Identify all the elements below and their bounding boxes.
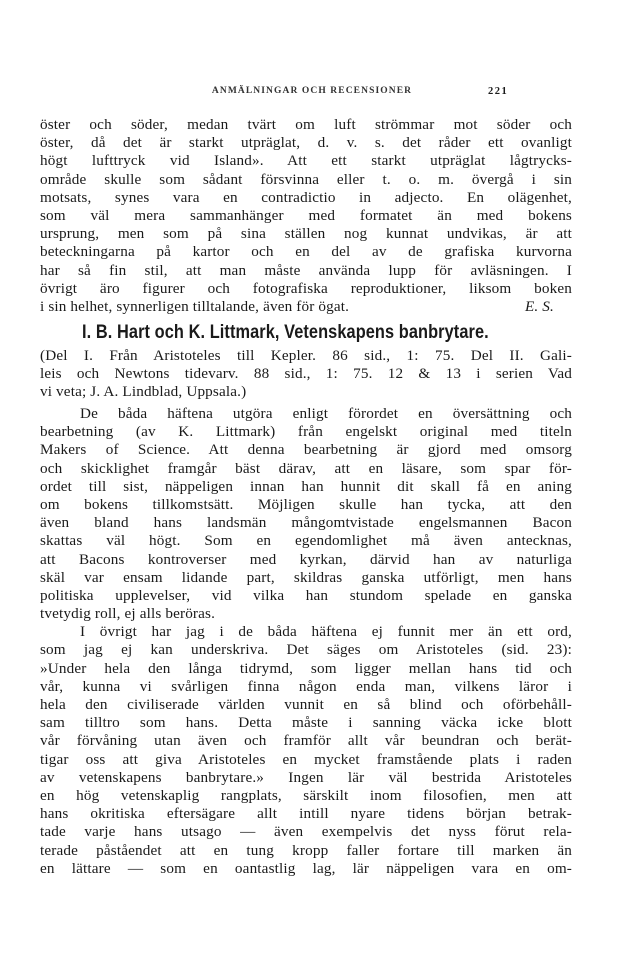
text-line-content: i sin helhet, synnerligen tilltalande, även för ögat. — [40, 297, 350, 315]
body-line: I övrigt har jag i de båda häftena ej funnit mer än ett ord, — [80, 623, 572, 641]
body-line: även bland hans landsmän mångomtvistade engelsmannen Bacon — [40, 514, 572, 532]
biblio-line: leis och Newtons tidevarv. 88 sid., 1: 75. 12 & 13 i serien Vad — [40, 365, 572, 383]
text-line: motsats, synes vara en contradictio in adjecto. En olägenhet, — [40, 188, 572, 206]
body-line: skäl var ensam lidande part, skildras ganska utförligt, men hans — [40, 568, 572, 586]
previous-review-ending — [40, 116, 572, 316]
review-heading: I. B. Hart och K. Littmark, Vetenskapens banbrytare. — [82, 322, 489, 343]
text-line: övrigt äro figurer och fotografiska reproduktioner, liksom boken — [40, 279, 572, 297]
reviewer-signature: E. S. — [524, 297, 554, 315]
text-line: område skulle som sådant försvinna eller t. o. m. övergå i sin — [40, 170, 572, 188]
biblio-line: (Del I. Från Aristoteles till Kepler. 86 sid., 1: 75. Del II. Gali- — [40, 347, 572, 364]
body-line: att Bacons kontroverser med kyrkan, därvid han av naturliga — [40, 550, 572, 568]
body-line: av vetenskapens banbrytare.» Ingen lär väl bestrida Aristoteles — [40, 768, 572, 786]
biblio-line: vi veta; J. A. Lindblad, Uppsala.) — [40, 383, 247, 401]
text-line: öster, då det är starkt utpräglat, d. v. s. det råder ett ovanligt — [40, 134, 572, 152]
text-line: öster och söder, medan tvärt om luft strömmar mot söder och — [40, 116, 572, 133]
body-line: ordet till sist, näppeligen innan han hunnit dit skall få en aning — [40, 477, 572, 495]
text-line: högt lufttryck vid Island». Att ett starkt utpräglat lågtrycks- — [40, 152, 572, 170]
page-number: 221 — [488, 86, 509, 97]
body-line: De båda häftena utgöra enligt förordet en översättning och — [80, 405, 572, 422]
body-line: tade varje hans utsago — även exempelvis det nyss förut rela- — [40, 823, 572, 841]
body-line: Makers of Science. Att denna bearbetning är gjord med omsorg — [40, 441, 572, 459]
body-line: tigar oss att giva Aristoteles en mycket framstående plats i raden — [40, 750, 572, 768]
running-title: ANMÄLNINGAR OCH RECENSIONER — [211, 86, 413, 96]
text-line: ursprung, men som på sina ställen nog kunnat undvikas, är att — [40, 225, 572, 243]
body-line: som jag ej kan underskriva. Det säges om Aristoteles (sid. 23): — [40, 641, 572, 659]
body-line: vår, kunna vi svårligen finna någon enda man, vilkens läror i — [40, 677, 572, 695]
body-line: skattas väl högt. Som en egendomlighet må även antecknas, — [40, 532, 572, 550]
body-line: tvetydig roll, ej alls beröras. — [40, 605, 216, 623]
text-line — [40, 298, 572, 316]
body-line: en hög vetenskaplig rangplats, särskilt inom filosofien, men att — [40, 786, 572, 804]
review-body — [40, 405, 572, 878]
text-line: har så fin stil, att man måste använda lupp för avläsningen. I — [40, 261, 572, 279]
body-line: sam tilltro som hans. Detta måste i sanning väcka icke blott — [40, 714, 572, 732]
body-line: och skicklighet framgår bäst därav, att en läsare, som spar för- — [40, 459, 572, 477]
body-line: politiska upplevelser, vid vilka han stundom spelade en ganska — [40, 586, 572, 604]
body-line: vår förvåning utan även och framför allt vår beundran och berät- — [40, 732, 572, 750]
text-line: som väl mera sammanhänger med formatet än med bokens — [40, 206, 572, 224]
body-line: om bokens tillkomstsätt. Möjligen skulle han tycka, att den — [40, 495, 572, 513]
body-line: en lättare — som en oantastlig lag, lär näppeligen vara en om- — [40, 859, 572, 877]
body-line: terade påståendet att en tung kropp faller fortare till marken än — [40, 841, 572, 859]
text-line: beteckningarna på kartor och en del av de grafiska kurvorna — [40, 243, 572, 261]
body-line: hans okritiska eftersägare allt intill nyare tidens början betrak- — [40, 805, 572, 823]
body-line: bearbetning (av K. Littmark) från engelskt original med titeln — [40, 423, 572, 441]
body-line: hela den civiliserade världen vunnit en så blind och oförbehåll- — [40, 696, 572, 713]
bibliographic-details — [40, 347, 572, 402]
body-line: »Under hela den långa tidrymd, som ligger mellan hans tid och — [40, 659, 572, 677]
